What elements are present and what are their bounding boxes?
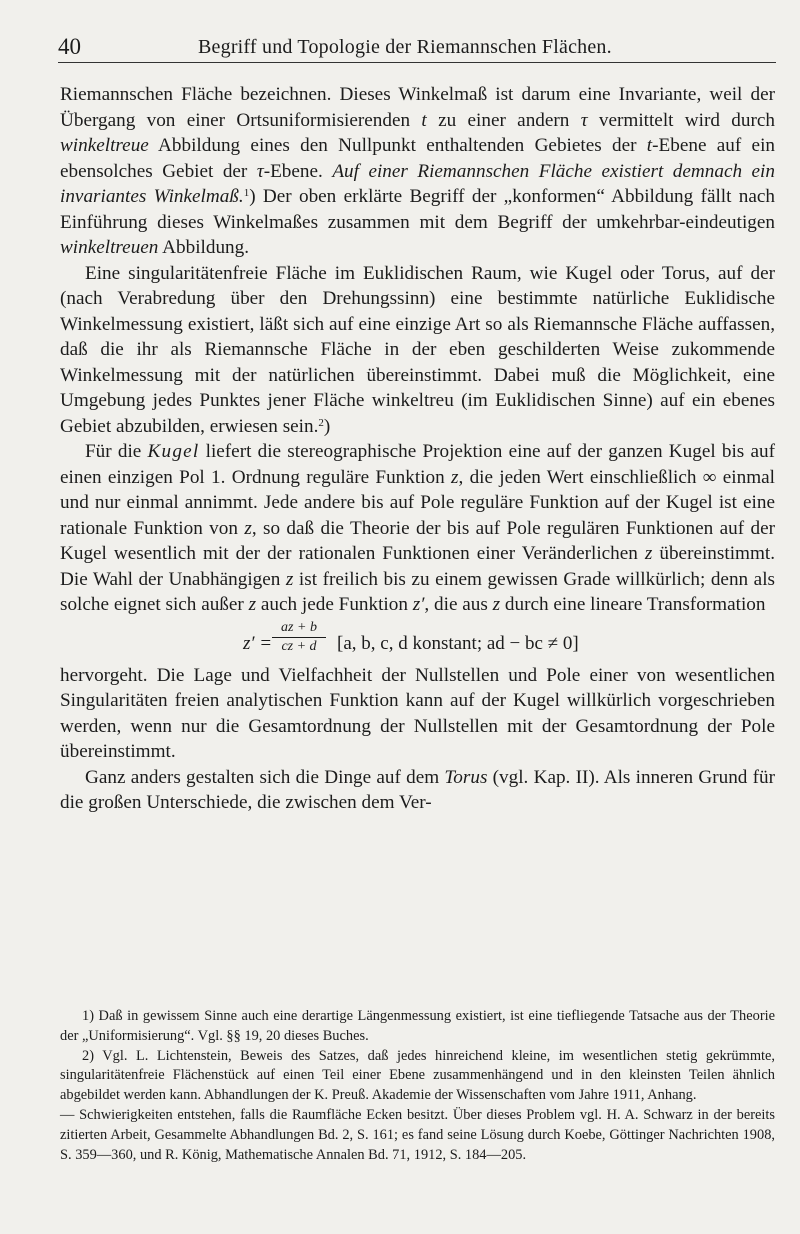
text-run: übereinstimmt. Die Wahl der Unabhängigen [60, 543, 776, 590]
text-run: Abbildung. [158, 237, 250, 258]
fraction-denominator: cz + d [281, 638, 317, 654]
math-variable: z [244, 517, 252, 539]
emphasis: Kugel [147, 441, 200, 462]
math-variable: z [285, 568, 294, 590]
math-variable: z′ [412, 594, 425, 615]
math-variable: t [646, 135, 653, 156]
emphasis: winkeltreuen [60, 237, 159, 258]
text-run: -Ebene. [263, 160, 333, 182]
text-run: auch jede Funktion [256, 594, 413, 615]
paragraph [60, 663, 775, 765]
main-text [60, 82, 775, 816]
math-variable: z [644, 543, 653, 564]
text-run: ) [323, 415, 331, 437]
emphasis: winkeltreue [60, 135, 149, 156]
fraction-numerator: az + b [281, 619, 317, 635]
text-run: zu einer andern [426, 109, 581, 131]
math-variable: z [451, 466, 459, 488]
text-run: liefert die stereographische Projektion eine auf der ganzen Kugel bis auf einen einzigen Pol 1. Ordnung reguläre Funktion [60, 441, 775, 488]
text-run: Für die [85, 441, 148, 462]
footnote-ref: 1 [243, 187, 250, 199]
text-run: Abbildung eines den Nullpunkt enthaltenden Gebietes der [148, 135, 647, 156]
formula-condition: [a, b, c, d konstant; ad − bc ≠ 0] [337, 632, 579, 654]
text-run: vermittelt wird durch [587, 109, 775, 131]
text-run: Eine singularitätenfreie Fläche im Euklidischen Raum, wie Kugel oder Torus, auf der (nach Verabredung über den Drehungssinn) eine bestimmte natürliche Euklidische Winkelmessung existiert, läßt sich auf eine einzige Art so als Riemannsche Fläche auffassen, daß die ihr als Riemannsche Fläche in der eben geschilderten Weise zukommende Winkelmessung mit der natürlichen übereinstimmt. Dabei muß die Möglichkeit, eine Umgebung jedes Punktes jener Fläche winkeltreu (im Euklidischen Sinne) auf ein ebenes Gebiet abzubilden, erwiesen sein. [60, 262, 775, 437]
paragraph [60, 82, 775, 261]
page-header [58, 32, 776, 63]
emphasis: Torus [444, 766, 488, 788]
text-run: hervorgeht. Die Lage und Vielfachheit der Nullstellen und Pole einer von wesentlichen Singularitäten freien analytischen Funktion kann auf der Kugel willkürlich vorgeschrieben werden, wenn nur die Gesamtordnung der Nullstellen mit der Gesamtordnung der Pole übereinstimmt. [60, 664, 775, 762]
page-number: 40 [58, 34, 81, 59]
paragraph [60, 261, 775, 440]
text-run: Riemannschen Fläche bezeichnen. Dieses Winkelmaß ist darum eine Invariante, weil der Übergang von einer Ortsuniformisierenden [60, 84, 775, 131]
text-run: , die aus [424, 594, 493, 615]
text-run: durch eine lineare Transformation [500, 594, 766, 615]
math-variable: τ [256, 160, 264, 182]
formula-lhs: z′ = [243, 632, 273, 654]
fraction-bar [272, 637, 326, 638]
formula-fraction [270, 620, 328, 655]
footnote-1: 1) Daß in gewissem Sinne auch eine derartige Längenmessung existiert, ist eine tiefliegende Tatsache aus der Theorie der „Uniformisierung“. Vgl. §§ 19, 20 dieses Buches. [60, 1008, 775, 1044]
text-run: , die jeden Wert einschließlich ∞ einmal und nur einmal annimmt. Jede andere bis auf Pole reguläre Funktion auf der Kugel ist eine rationale Funktion von [60, 466, 775, 539]
paragraph [60, 439, 775, 618]
math-variable: z [248, 594, 257, 615]
text-run: -Ebene auf ein ebensolches Gebiet der [60, 135, 775, 182]
text-run: (vgl. Kap. II). Als inneren Grund für die großen Unterschiede, die zwischen dem Ver- [60, 766, 776, 813]
paragraph [60, 765, 775, 816]
formula-linear-transformation [60, 619, 775, 663]
text-run: , so daß die Theorie der bis auf Pole regulären Funktionen auf der Kugel wesentlich mit der der rationalen Funktionen einer Veränderlichen [60, 517, 776, 564]
running-title: Begriff und Topologie der Riemannschen Flächen. [198, 36, 612, 58]
math-variable: τ [580, 109, 588, 131]
math-variable: t [421, 109, 427, 131]
emphasis: Auf einer Riemannschen Fläche existiert demnach ein invariantes Winkelmaß. [60, 160, 775, 207]
footnote-2-continued: — Schwierigkeiten entstehen, falls die Raumfläche Ecken besitzt. Über dieses Problem vgl. H. A. Schwarz in der bereits zitierten Arbeit, Gesammelte Abhandlungen Bd. 2, S. 161; es fand seine Lösung durch Koebe, Göttinger Nachrichten 1908, S. 359—360, und R. König, Mathematische Annalen Bd. 71, 1912, S. 184—205. [60, 1106, 775, 1163]
text-run: ist freilich bis zu einem gewissen Grade willkürlich; denn als solche eignet sich außer [60, 568, 775, 615]
footnote-ref: 2 [318, 416, 324, 429]
text-run: ) Der oben erklärte Begriff der „konformen“ Abbildung fällt nach Einführung dieses Winkelmaßes zusammen mit dem Begriff der umkehrbar-eindeutigen [60, 186, 775, 233]
footnotes [60, 1007, 775, 1165]
footnote-2: 2) Vgl. L. Lichtenstein, Beweis des Satzes, daß jedes hinreichend kleine, im wesentlichen stetig gekrümmte, singularitätenfreie Flächenstück auf einen Teil einer Ebene zusammenhängend und in den kleinsten Teilen ähnlich abgebildet werden kann. Abhandlungen der K. Preuß. Akademie der Wissenschaften vom Jahre 1911, Anhang. [60, 1047, 775, 1104]
math-variable: z [492, 594, 501, 615]
text-run: Ganz anders gestalten sich die Dinge auf dem [85, 766, 445, 788]
